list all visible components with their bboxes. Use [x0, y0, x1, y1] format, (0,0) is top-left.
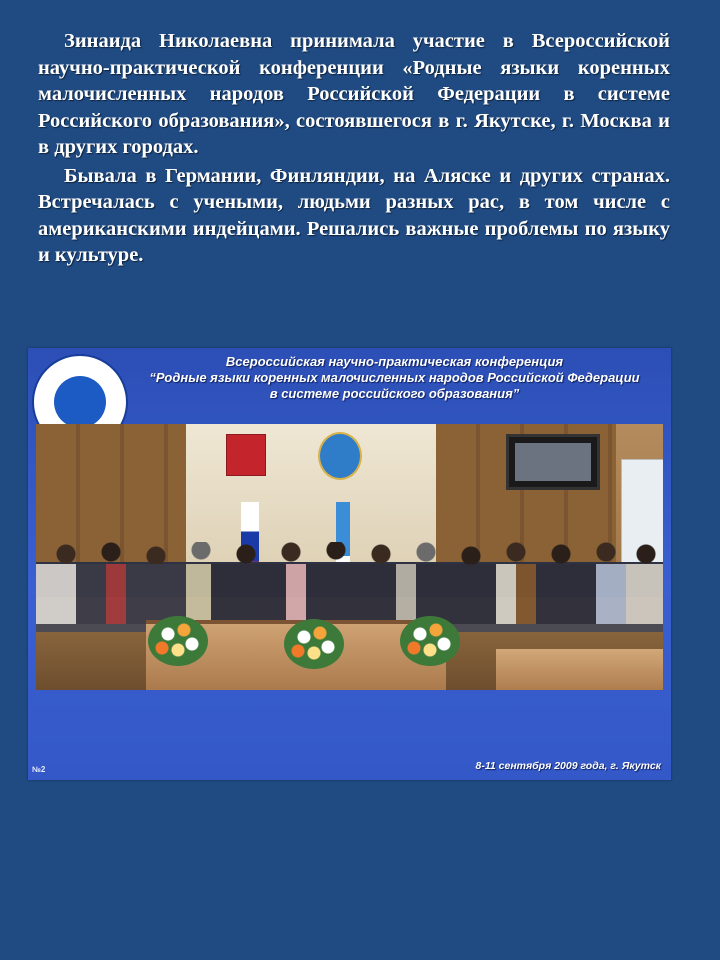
- logo-emblem-icon: [54, 376, 106, 428]
- side-table: [496, 649, 663, 690]
- paragraph-travels: Бывала в Германии, Финляндии, на Аляске и других странах. Встречалась с учеными, людьми разных рас, в том числе с американскими индейцами. Решались важные проблемы по языку и культуре.: [38, 164, 670, 266]
- conference-hall-scene: [36, 424, 663, 690]
- text-block: [38, 28, 670, 269]
- banner-line-2: “Родные языки коренных малочисленных народов Российской Федерации: [149, 370, 640, 385]
- tv-screen: [506, 434, 600, 490]
- flower-bouquet: [148, 616, 208, 666]
- banner-line-3: в системе российского образования”: [269, 386, 520, 401]
- flower-bouquet: [284, 619, 344, 669]
- group-clothing: [36, 564, 663, 624]
- conference-photo: [28, 348, 671, 780]
- banner-line-1: Всероссийская научно-практическая конференция: [225, 354, 564, 369]
- paragraph-conference: Зинаида Николаевна принимала участие в Всероссийской научно-практической конференции «Родные языки коренных малочисленных народов Российской Федерации в системе Российского образования», состоявшегося в г. Якутске, г. Москва и в других городах.: [38, 30, 670, 158]
- sakha-coat-of-arms-icon: [318, 432, 362, 480]
- russia-coat-of-arms-icon: [226, 434, 266, 476]
- photo-date-caption: 8-11 сентября 2009 года, г. Якутск: [475, 760, 661, 772]
- photo-number: №2: [32, 765, 46, 774]
- photo-banner-title: [128, 354, 661, 402]
- flower-bouquet: [400, 616, 460, 666]
